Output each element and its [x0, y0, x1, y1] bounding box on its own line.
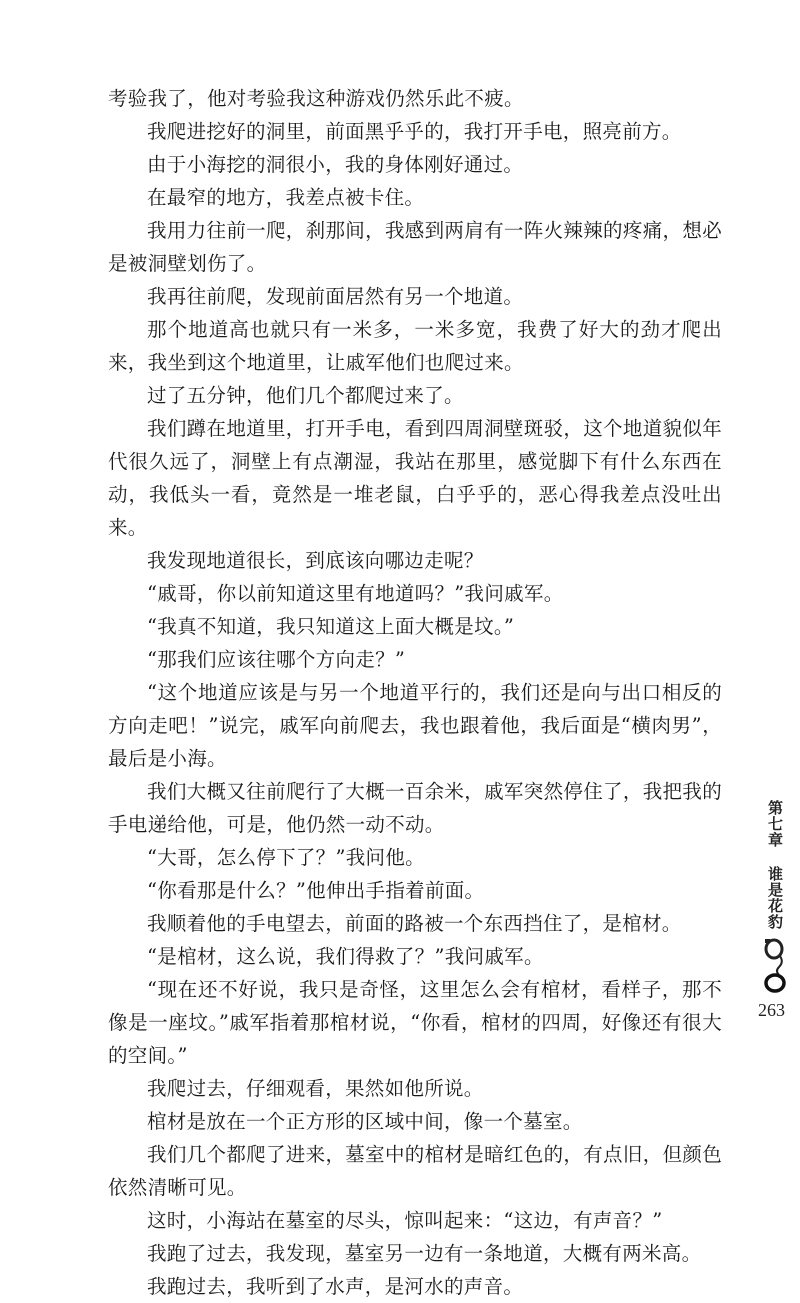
paragraph-23: 我们几个都爬了进来，墓室中的棺材是暗红色的，有点旧，但颜色依然清晰可见。	[108, 1143, 722, 1199]
paragraph-25: 我跑了过去，我发现，墓室另一边有一条地道，大概有两米高。	[147, 1242, 702, 1265]
paragraph-9: 我们蹲在地道里，打开手电，看到四周洞壁斑驳，这个地道貌似年代很久远了，洞壁上有点潮湿，我站在那里，感觉脚下有什么东西在动，我低头一看，竟然是一堆老鼠，白乎乎的，恶心得我差点没吐出来。	[108, 417, 722, 539]
paragraph-7: 那个地道高也就只有一米多，一米多宽，我费了好大的劲才爬出来，我坐到这个地道里，让戚军他们也爬过来。	[108, 318, 722, 374]
paragraph-5: 我用力往前一爬，刹那间，我感到两肩有一阵火辣辣的疼痛，想必是被洞壁划伤了。	[108, 219, 722, 275]
paragraph-10: 我发现地道很长，到底该向哪边走呢？	[147, 549, 484, 572]
paragraph-16: “大哥，怎么停下了？”我问他。	[147, 846, 425, 869]
paragraph-2: 我爬进挖好的洞里，前面黑乎乎的，我打开手电，照亮前方。	[147, 120, 682, 143]
paragraph-3: 由于小海挖的洞很小，我的身体刚好通过。	[147, 153, 524, 176]
paragraph-4: 在最窄的地方，我差点被卡住。	[147, 186, 425, 209]
paragraph-19: “是棺材，这么说，我们得救了？”我问戚军。	[147, 945, 544, 968]
paragraph-14: “这个地道应该是与另一个地道平行的，我们还是向与出口相反的方向走吧！”说完，戚军向前爬去，我也跟着他，我后面是“横肉男”，最后是小海。	[108, 681, 722, 770]
paragraph-11: “戚哥，你以前知道这里有地道吗？”我问戚军。	[147, 582, 564, 605]
handcuffs-icon	[760, 936, 790, 996]
paragraph-13: “那我们应该往哪个方向走？”	[147, 648, 406, 671]
chapter-label	[767, 800, 783, 930]
paragraph-24: 这时，小海站在墓室的尽头，惊叫起来：“这边，有声音？”	[147, 1209, 663, 1232]
paragraph-26: 我跑过去，我听到了水声，是河水的声音。	[147, 1275, 524, 1298]
paragraph-12: “我真不知道，我只知道这上面大概是坟。”	[147, 615, 515, 638]
page-number: 263	[758, 1000, 785, 1020]
chapter-number: 第七章	[766, 800, 784, 848]
paragraph-8: 过了五分钟，他们几个都爬过来了。	[147, 384, 464, 407]
paragraph-1: 考验我了，他对考验我这种游戏仍然乐此不疲。	[108, 87, 524, 110]
chapter-sidebar	[760, 800, 790, 996]
paragraph-18: 我顺着他的手电望去，前面的路被一个东西挡住了，是棺材。	[147, 912, 682, 935]
paragraph-21: 我爬过去，仔细观看，果然如他所说。	[147, 1077, 484, 1100]
paragraph-22: 棺材是放在一个正方形的区域中间，像一个墓室。	[147, 1110, 583, 1133]
paragraph-15: 我们大概又往前爬行了大概一百余米，戚军突然停住了，我把我的手电递给他，可是，他仍然一动不动。	[108, 780, 722, 836]
page-body	[108, 82, 722, 1303]
paragraph-20: “现在还不好说，我只是奇怪，这里怎么会有棺材，看样子，那不像是一座坟。”戚军指着那棺材说，“你看，棺材的四周，好像还有很大的空间。”	[108, 978, 722, 1067]
paragraph-17: “你看那是什么？”他伸出手指着前面。	[147, 879, 485, 902]
chapter-title: 谁是花豹	[766, 866, 784, 930]
paragraph-6: 我再往前爬，发现前面居然有另一个地道。	[147, 285, 524, 308]
